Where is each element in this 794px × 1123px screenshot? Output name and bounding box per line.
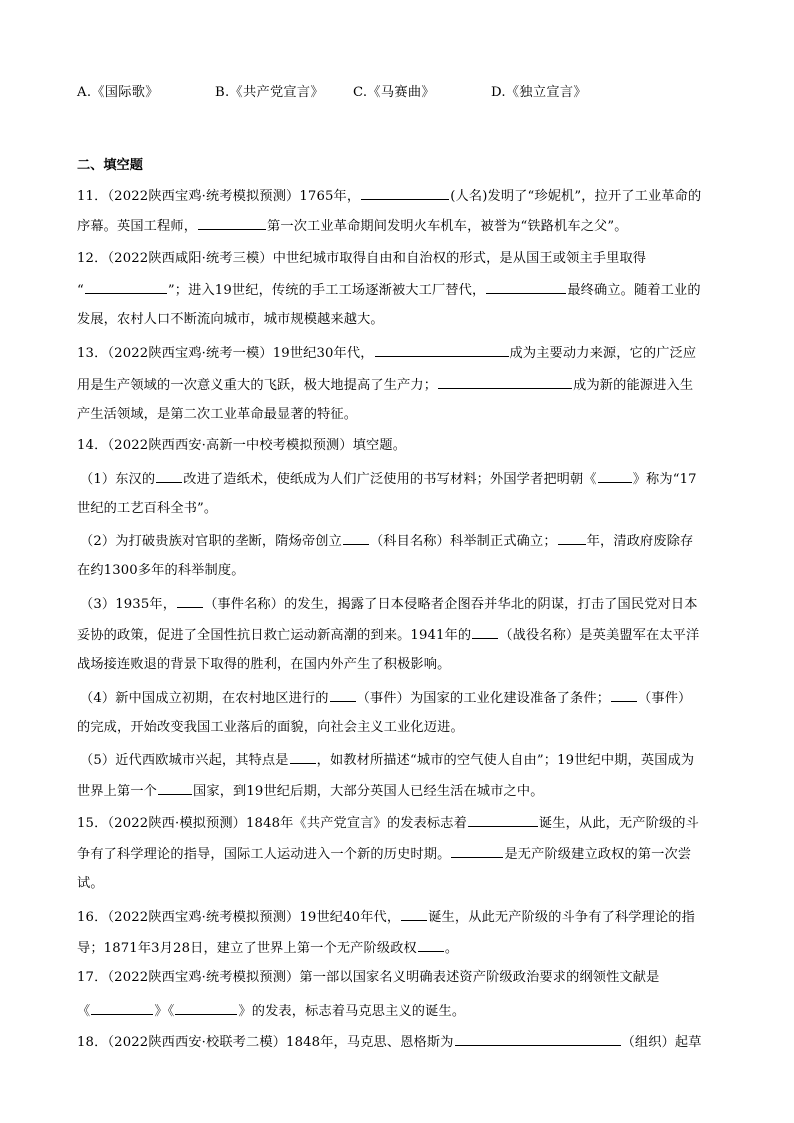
question-line [80,749,694,771]
line-text: 战场接连败退的背景下取得的胜利，在国内外产生了积极影响。 [77,657,451,672]
question-line [77,780,544,802]
line-text: 诞生，从此无产阶级的斗争有了科学理论的指 [428,910,695,925]
question-line [77,937,458,959]
question-line [77,1000,465,1022]
answer-blank[interactable] [375,342,509,357]
question-line [77,279,701,301]
line-text: 14．（2022陕西西安·高新一中校考模拟预测）填空题。 [77,438,407,453]
line-text: 最终确立。随着工业的 [567,283,701,298]
line-text: 》称为“17 [632,472,697,487]
answer-blank[interactable] [91,1000,153,1015]
answer-options [77,81,717,103]
question-line [77,185,701,207]
question-line [80,593,698,615]
question-line [77,342,696,364]
question-line [77,718,464,738]
line-text: 13．（2022陕西宝鸡·统考一模）19世纪30年代， [77,346,374,361]
line-text: (人名)发明了“珍妮机”，拉开了工业革命的 [450,189,702,204]
line-text: 16．（2022陕西宝鸡·统考模拟预测）19世纪40年代， [77,910,401,925]
line-text: ”；进入19世纪，传统的手工工场逐渐被大工厂替代， [167,283,486,298]
line-text: （事件名称）的发生，揭露了日本侵略者企图吞并华北的阴谋，打击了国民党对日本 [204,597,698,612]
answer-blank[interactable] [611,687,637,702]
line-text: 成为新的能源进入生 [573,378,694,393]
option-a[interactable]: A.《国际歌》 [77,85,159,100]
question-line [77,655,450,675]
line-text: （3）1935年， [80,597,177,612]
question-line [77,249,646,269]
answer-blank[interactable] [330,687,356,702]
answer-blank[interactable] [451,843,503,858]
question-line [77,874,104,894]
line-text: ，如教材所描述“城市的空气使人自由”；19世纪中期，英国成为 [316,753,695,768]
answer-blank[interactable] [438,374,572,389]
line-text: 。 [444,941,459,956]
answer-blank[interactable] [290,749,316,764]
answer-blank[interactable] [598,468,632,483]
question-line [77,624,699,646]
line-text: （战役名称）是英美盟军在太平洋 [499,628,700,643]
line-text: 改进了造纸术，使纸成为人们广泛使用的书写材料；外国学者把明朝《 [183,472,597,487]
question-line [77,499,217,519]
line-text: 17．（2022陕西宝鸡·统考模拟预测）第一部以国家名义明确表述资产阶级政治要求的纲领性文献是 [77,970,660,985]
question-line [77,1031,702,1053]
line-text: 12．（2022陕西咸阳·统考三模）中世纪城市取得自由和自治权的形式，是从国王或领主手里取得 [77,251,647,266]
line-text: 15．（2022陕西·模拟预测）1848年《共产党宣言》的发表标志着 [77,816,467,831]
line-text: 国家，到19世纪后期，大部分英国人已经生活在城市之中。 [193,784,544,799]
question-line [80,468,697,490]
question-line [77,906,695,928]
answer-blank[interactable] [177,593,203,608]
line-text: 争有了科学理论的指导，国际工人运动进入一个新的历史时期。 [77,847,451,862]
line-text: 》的发表，标志着马克思主义的诞生。 [238,1004,466,1019]
line-text: 序幕。英国工程师， [77,219,198,234]
line-text: 成为主要动力来源，它的广泛应 [509,346,697,361]
answer-blank[interactable] [468,812,538,827]
answer-blank[interactable] [558,530,586,545]
question-line [80,530,693,552]
line-text: 产生活领域，是第二次工业革命最显著的特征。 [77,407,358,422]
line-text: 试。 [77,876,104,891]
question-line [77,561,245,581]
line-text: 》《 [154,1004,175,1019]
question-line [77,812,699,834]
line-text: 诞生，从此，无产阶级的斗 [538,816,699,831]
answer-blank[interactable] [156,468,182,483]
answer-blank[interactable] [85,279,167,294]
line-text: 《 [77,1004,91,1019]
answer-blank[interactable] [175,1000,237,1015]
line-text: 在约1300多年的科举制度。 [77,563,245,578]
question-line [80,687,691,709]
answer-blank[interactable] [486,279,566,294]
answer-blank[interactable] [418,937,444,952]
answer-blank[interactable] [472,624,498,639]
line-text: 的完成，开始改变我国工业落后的面貌，向社会主义工业化迈进。 [77,720,464,735]
answer-blank[interactable] [158,780,192,795]
question-line [77,843,691,865]
line-text: （4）新中国成立初期，在农村地区进行的 [80,691,329,706]
line-text: （科目名称）科举制正式确立； [369,534,557,549]
option-c[interactable]: C.《马赛曲》 [353,85,435,100]
line-text: （1）东汉的 [80,472,156,487]
question-line [77,215,628,237]
answer-blank[interactable] [401,906,427,921]
line-text: 11．（2022陕西宝鸡·统考模拟预测）1765年， [77,189,361,204]
question-line [77,405,357,425]
line-text: 18．（2022陕西西安·校联考二模）1848年，马克思、恩格斯为 [77,1035,454,1050]
answer-blank[interactable] [343,530,369,545]
question-line [77,968,659,988]
line-text: （事件） [638,691,692,706]
question-line [77,310,384,330]
line-text: 是无产阶级建立政权的第一次尝 [504,847,692,862]
question-line [77,436,406,456]
option-d[interactable]: D.《独立宣言》 [491,85,587,100]
option-b[interactable]: B.《共产党宣言》 [215,85,324,100]
answer-blank[interactable] [198,215,266,230]
line-text: （5）近代西欧城市兴起，其特点是 [80,753,289,768]
line-text: （事件）为国家的工业化建设准备了条件； [356,691,611,706]
answer-blank[interactable] [361,185,449,200]
line-text: 发展，农村人口不断流向城市，城市规模越来越大。 [77,312,384,327]
line-text: 导；1871年3月28日，建立了世界上第一个无产阶级政权 [77,941,417,956]
line-text: 世纪的工艺百科全书”。 [77,501,218,516]
line-text: （组织）起草 [621,1035,702,1050]
line-text: （2）为打破贵族对官职的垄断，隋炀帝创立 [80,534,342,549]
line-text: 年，清政府废除存 [586,534,694,549]
answer-blank[interactable] [455,1031,621,1046]
line-text: “ [77,283,84,298]
line-text: 用是生产领域的一次意义重大的飞跃，极大地提高了生产力； [77,378,438,393]
line-text: 妥协的政策，促进了全国性抗日救亡运动新高潮的到来。1941年的 [77,628,472,643]
line-text: 世界上第一个 [77,784,158,799]
line-text: 第一次工业革命期间发明火车机车，被誉为“铁路机车之父”。 [267,219,628,234]
section-title: 二、填空题 [77,158,143,173]
question-line [77,374,693,396]
